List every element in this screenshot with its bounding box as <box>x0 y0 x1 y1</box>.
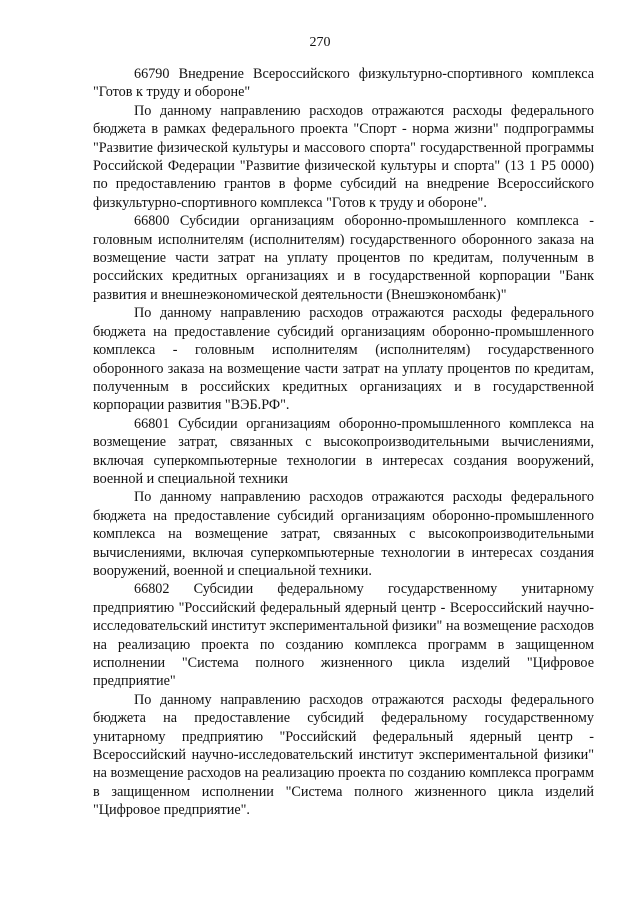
page-number: 270 <box>309 35 331 50</box>
paragraph-66790-description: По данному направлению расходов отражаются расходы федерального бюджета в рамках федерального проекта "Спорт - норма жизни" подпрограммы "Развитие физической культуры и массового спорта" государственной программы Российской Федерации "Развитие физической культуры и спорта" (13 1 P5 0000) по предоставлению грантов в форме субсидий на внедрение Всероссийского физкультурно-спортивного комплекса "Готов к труду и обороне". <box>93 102 594 211</box>
document-body <box>93 65 594 820</box>
paragraph-66802-heading: 66802 Субсидии федеральному государственному унитарному предприятию "Российский федеральный ядерный центр - Всероссийский научно-исследовательский институт экспериментальной физики" на возмещение расходов на реализацию проекта по созданию комплекса программ в защищенном исполнении "Система полного жизненного цикла изделий "Цифровое предприятие" <box>93 581 594 690</box>
paragraph-66801-description: По данному направлению расходов отражаются расходы федерального бюджета на предоставление субсидий организациям оборонно-промышленного комплекса на возмещение затрат, связанных с высокопроизводительными вычислениями, включая суперкомпьютерные технологии в интересах создания вооружений, военной и специальной техники. <box>93 489 594 579</box>
paragraph-66790-heading: 66790 Внедрение Всероссийского физкультурно-спортивного комплекса "Готов к труду и обороне" <box>93 66 594 101</box>
paragraph-66802-description: По данному направлению расходов отражаются расходы федерального бюджета на предоставление субсидий федеральному государственному унитарному предприятию "Российский федеральный ядерный центр - Всероссийский научно-исследовательский институт экспериментальной физики" на возмещение расходов на реализацию проекта по созданию комплекса программ в защищенном исполнении "Система полного жизненного цикла изделий "Цифровое предприятие". <box>93 691 594 819</box>
paragraph-66801-heading: 66801 Субсидии организациям оборонно-промышленного комплекса на возмещение затрат, связанных с высокопроизводительными вычислениями, включая суперкомпьютерные технологии в интересах создания вооружений, военной и специальной техники <box>93 415 594 487</box>
paragraph-66800-description: По данному направлению расходов отражаются расходы федерального бюджета на предоставление субсидий организациям оборонно-промышленного комплекса - головным исполнителям (исполнителям) государственного оборонного заказа на возмещение части затрат на уплату процентов по кредитам, полученным в российских кредитных организациях и в государственной корпорации развития "ВЭБ.РФ". <box>93 305 594 414</box>
paragraph-66800-heading: 66800 Субсидии организациям оборонно-промышленного комплекса - головным исполнителям (исполнителям) государственного оборонного заказа на возмещение части затрат на уплату процентов по кредитам, полученным в российских кредитных организациях и в государственной корпорации "Банк развития и внешнеэкономической деятельности (Внешэкономбанк)" <box>93 213 594 303</box>
